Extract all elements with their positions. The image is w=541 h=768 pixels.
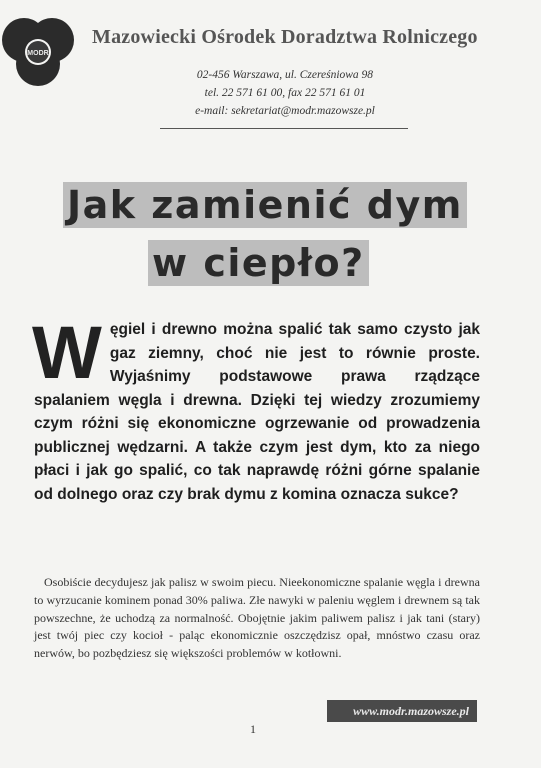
title-line-2: w ciepło? bbox=[148, 240, 369, 286]
body-paragraph: Osobiście decydujesz jak palisz w swoim piecu. Nieekonomiczne spalanie węgla i drewna to wyrzucanie kominem ponad 30% paliwa. Złe nawyki w paleniu węglem i drewnem są tak powszechne, że uchodzą za normalność. Obojętnie jakim paliwem palisz i jak tani (stary) jest twój piec czy kocioł - paląc ekonomicznie oszczędzisz opał, mnóstwo czasu oraz nerwów, bo pozbędziesz się większości problemów w kotłowni. bbox=[34, 575, 480, 661]
address-line: 02-456 Warszawa, ul. Czereśniowa 98 bbox=[196, 69, 374, 81]
email-line: e-mail: sekretariat@modr.mazowsze.pl bbox=[195, 105, 375, 117]
logo-text: MODR bbox=[27, 50, 49, 57]
intro-text: ęgiel i drewno można spalić tak samo czysto jak gaz ziemny, choć nie jest to równie proste. Wyjaśnimy podstawowe prawa rządzące spalaniem węgla i drewna. Dzięki tej wiedzy zrozumiemy czym różni się ekonomiczne ogrzewanie od prowadzenia publicznej wędzarni. A także czym jest dym, kto za niego płaci i jak go spalić, co tak naprawdę różni górne spalanie od dolnego oraz czy brak dymu z komina oznacza sukce? bbox=[34, 321, 480, 503]
intro-paragraph bbox=[32, 311, 480, 506]
drop-cap: W bbox=[32, 311, 102, 394]
title-line-1: Jak zamienić dym bbox=[63, 182, 467, 228]
page-number: 1 bbox=[250, 722, 256, 736]
contact-address bbox=[150, 66, 420, 120]
header-divider bbox=[160, 128, 408, 129]
website-label: www.modr.mazowsze.pl bbox=[327, 700, 477, 722]
organization-name: Mazowiecki Ośrodek Doradztwa Rolniczego bbox=[92, 26, 478, 48]
phone-line: tel. 22 571 61 00, fax 22 571 61 01 bbox=[204, 87, 366, 99]
document-title bbox=[0, 182, 541, 286]
logo-graphic bbox=[0, 14, 76, 90]
modr-logo bbox=[0, 14, 76, 90]
